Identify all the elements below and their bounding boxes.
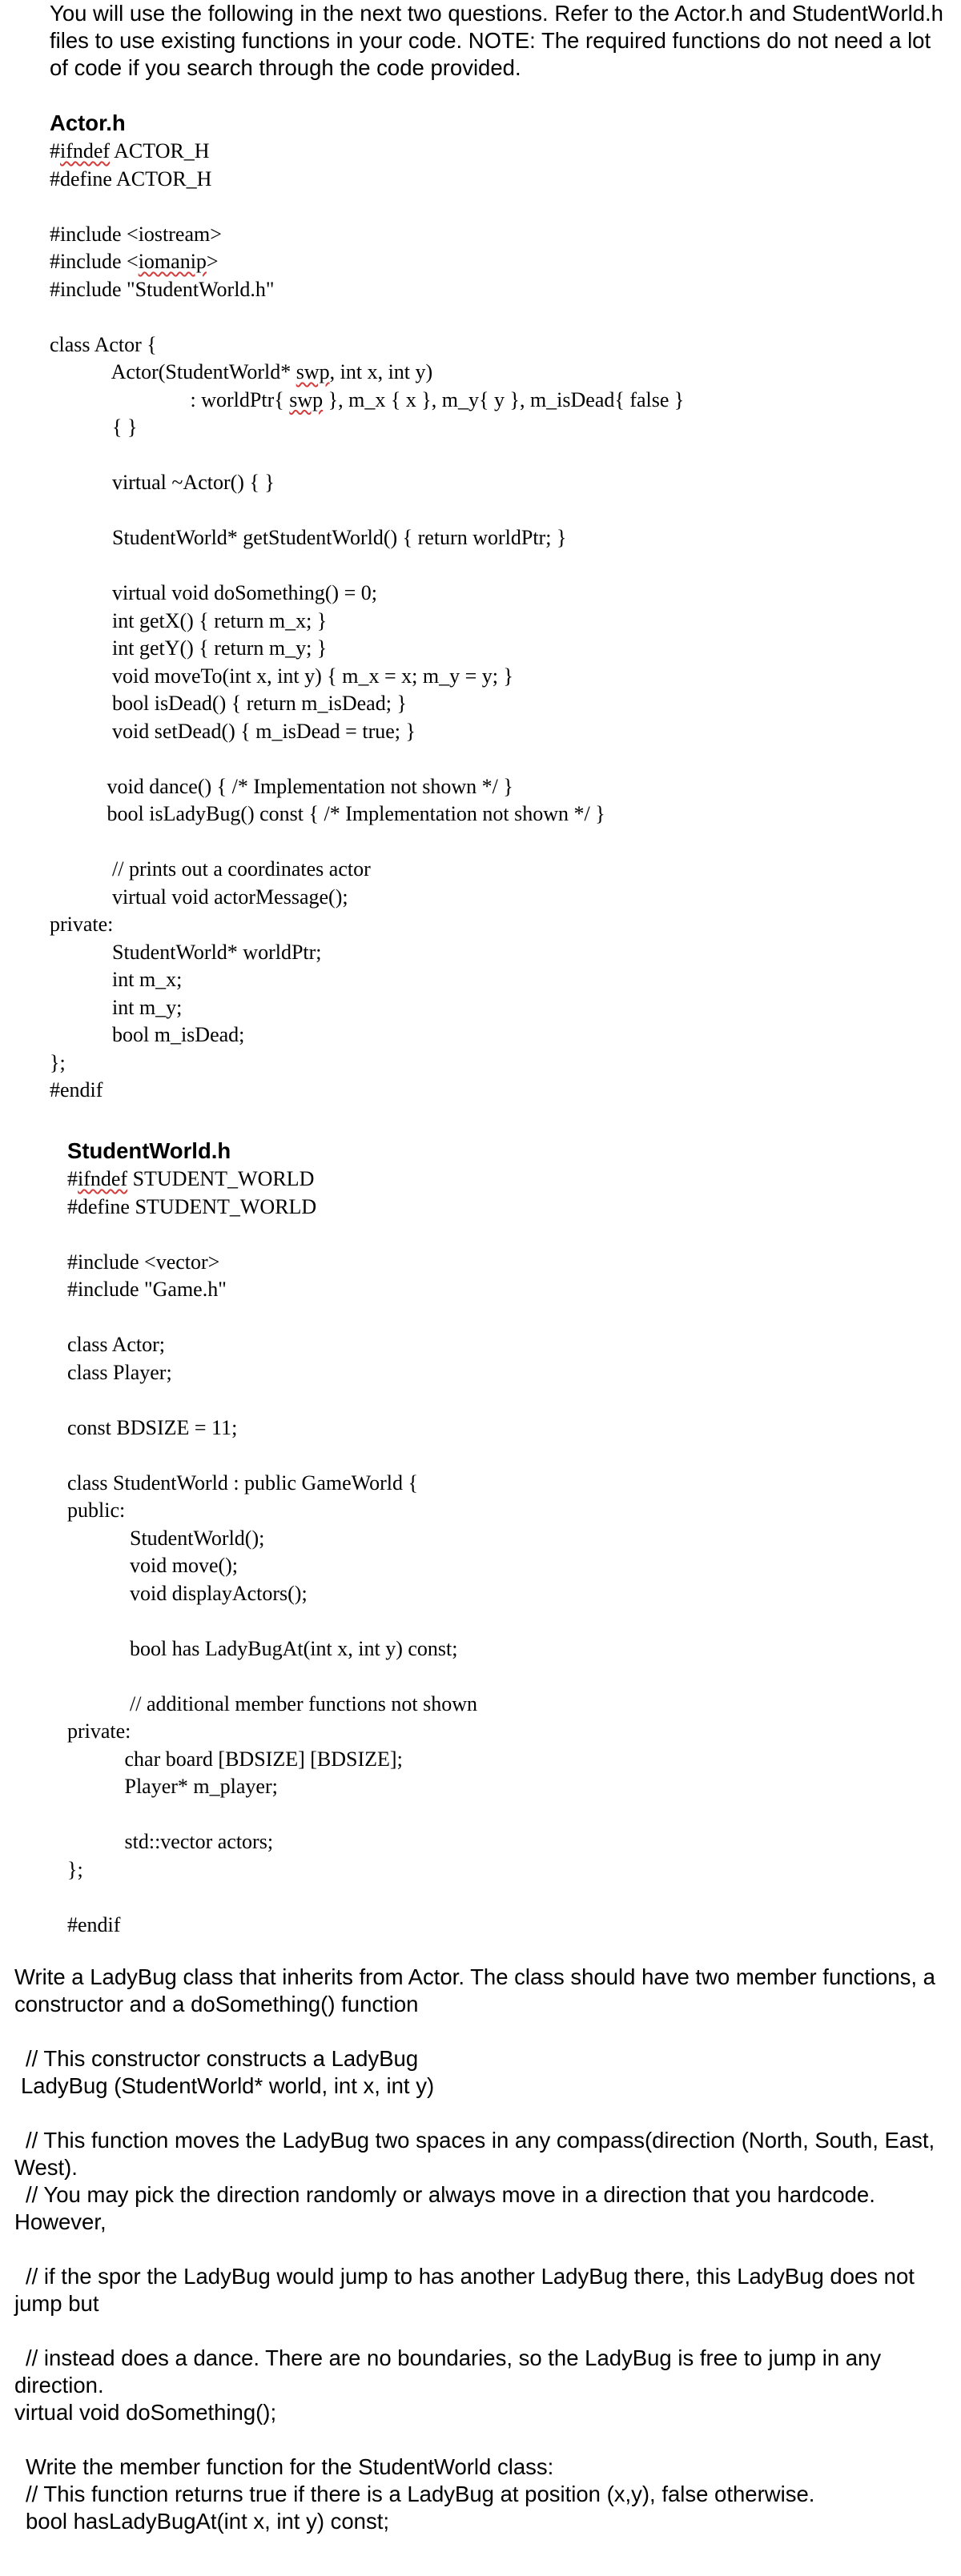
code-line: bool isDead() { return m_isDead; } — [50, 692, 407, 715]
member-prompt: Write the member function for the StudentWorld class: — [26, 2454, 554, 2479]
code-line: int getX() { return m_x; } — [50, 608, 328, 632]
code-line: void move(); — [67, 1554, 239, 1577]
code-line: #define ACTOR_H — [50, 167, 212, 191]
member-comment: // This function returns true if there is a LadyBug at position (x,y), false otherwise. — [26, 2482, 815, 2506]
code-line — [50, 303, 947, 331]
code-line: void displayActors(); — [67, 1581, 308, 1605]
code-line: #include <iomanip> — [50, 250, 219, 273]
code-line: private: — [50, 913, 114, 936]
do-something-signature: virtual void doSomething(); — [14, 2400, 277, 2425]
question-section — [14, 1964, 947, 2535]
code-line: #include "StudentWorld.h" — [50, 277, 275, 301]
code-line: StudentWorld* getStudentWorld() { return worldPtr; } — [50, 526, 567, 549]
code-line: #define STUDENT_WORLD — [67, 1194, 317, 1218]
code-line: Actor(StudentWorld* swp, int x, int y) — [50, 360, 433, 383]
code-line: // additional member functions not shown — [67, 1691, 477, 1715]
code-line: #endif — [50, 1078, 103, 1101]
question-prompt: Write a LadyBug class that inherits from Actor. The class should have two member functions, a constructor and a doSomething() function — [14, 1964, 935, 2016]
move-comment-4: // instead does a dance. There are no boundaries, so the LadyBug is free to jump in any direction. — [14, 2345, 882, 2397]
code-line — [67, 1304, 948, 1332]
code-line: Player* m_player; — [67, 1775, 278, 1798]
code-line: #ifndef STUDENT_WORLD — [67, 1167, 315, 1190]
code-line: void dance() { /* Implementation not shown */ } — [50, 774, 513, 798]
code-line: int m_x; — [50, 968, 183, 991]
code-line — [67, 1607, 948, 1635]
code-line: void setDead() { m_isDead = true; } — [50, 719, 416, 743]
code-line: int getY() { return m_y; } — [50, 636, 328, 660]
code-line: virtual ~Actor() { } — [50, 471, 275, 494]
code-line: char board [BDSIZE] [BDSIZE]; — [67, 1747, 403, 1771]
code-line: bool m_isDead; — [50, 1023, 245, 1046]
code-line: void moveTo(int x, int y) { m_x = x; m_y = y; } — [50, 664, 513, 688]
code-line: #include <vector> — [67, 1250, 220, 1274]
actor-header-title: Actor.h — [50, 110, 126, 135]
member-signature: bool hasLadyBugAt(int x, int y) const; — [26, 2509, 389, 2534]
studentworld-header-code — [67, 1166, 948, 1939]
code-line — [50, 442, 947, 470]
code-line: class Actor; — [67, 1333, 166, 1356]
code-line: // prints out a coordinates actor — [50, 857, 371, 881]
code-line: public: — [67, 1499, 126, 1522]
code-line — [67, 1801, 948, 1829]
ctor-signature: LadyBug (StudentWorld* world, int x, int y) — [21, 2073, 435, 2098]
code-line: class Actor { — [50, 332, 157, 356]
code-line: class StudentWorld : public GameWorld { — [67, 1471, 418, 1495]
code-line: #include "Game.h" — [67, 1278, 227, 1301]
code-line: : worldPtr{ swp }, m_x { x }, m_y{ y }, m_isDead{ false } — [50, 387, 685, 411]
actor-header-code — [50, 138, 947, 1105]
code-line: std::vector actors; — [67, 1830, 274, 1853]
code-line — [50, 552, 947, 580]
code-line: bool isLadyBug() const { /* Implementation not shown */ } — [50, 802, 605, 825]
code-line: virtual void doSomething() = 0; — [50, 581, 377, 604]
intro-paragraph: You will use the following in the next two questions. Refer to the Actor.h and StudentWorld.h files to use existing functions in your code. NOTE: The required functions do not need a lot of code if you search through the code provided. — [50, 1, 943, 80]
code-line: }; — [50, 1050, 66, 1074]
code-line — [67, 1884, 948, 1912]
code-line: #include <iostream> — [50, 222, 222, 246]
code-line: }; — [67, 1857, 83, 1881]
code-line — [67, 1221, 948, 1249]
move-comment-2: // You may pick the direction randomly or always move in a direction that you hardcode. However, — [14, 2182, 875, 2234]
ctor-comment: // This constructor constructs a LadyBug — [26, 2046, 419, 2071]
code-line — [67, 1442, 948, 1470]
code-line: class Player; — [67, 1360, 172, 1384]
code-line: StudentWorld(); — [67, 1526, 265, 1550]
code-line — [50, 497, 947, 525]
code-line: virtual void actorMessage(); — [50, 885, 348, 909]
code-line — [50, 193, 947, 221]
code-line — [67, 1663, 948, 1691]
code-line — [67, 1386, 948, 1414]
code-line: #ifndef ACTOR_H — [50, 139, 210, 163]
code-line — [50, 829, 947, 857]
studentworld-header-title: StudentWorld.h — [67, 1138, 231, 1163]
code-line: private: — [67, 1719, 131, 1743]
code-line: bool has LadyBugAt(int x, int y) const; — [67, 1636, 458, 1660]
code-line: int m_y; — [50, 995, 183, 1019]
code-line — [50, 745, 947, 773]
code-line: { } — [50, 415, 138, 439]
move-comment-1: // This function moves the LadyBug two spaces in any compass(direction (North, South, East, West). — [14, 2128, 935, 2180]
code-line: StudentWorld* worldPtr; — [50, 940, 322, 964]
code-line: #endif — [67, 1912, 121, 1936]
code-line: const BDSIZE = 11; — [67, 1415, 238, 1439]
move-comment-3: // if the spor the LadyBug would jump to has another LadyBug there, this LadyBug does not jump but — [14, 2264, 915, 2316]
